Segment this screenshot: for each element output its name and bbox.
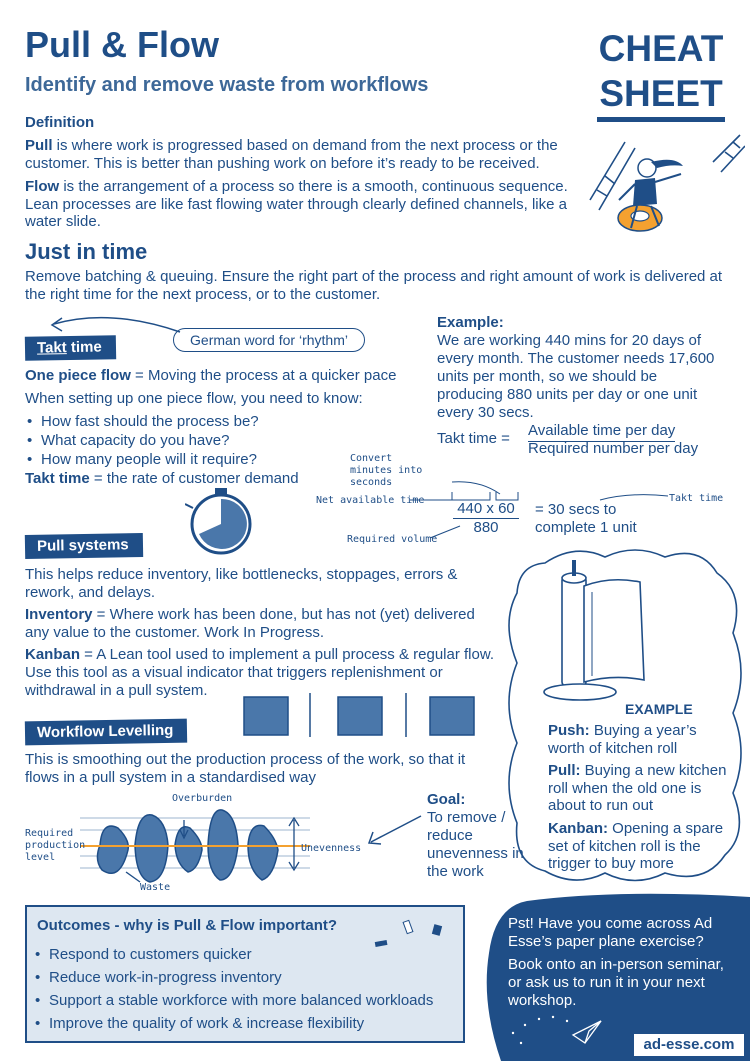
stopwatch-icon [185,486,261,558]
calc-numerator: 440 x 60 [453,500,519,519]
promo-text-2: Book onto an in-person seminar, or ask us to run it in your next workshop. [508,956,724,1009]
takt-formula-label: Takt time = [437,430,510,447]
list-item: • Improve the quality of work & increase flexibility [33,1012,433,1035]
paper-scraps-icon [367,917,447,957]
kanban-definition: Kanban = A Lean tool used to implement a pull process & regular flow. Use this tool as a visual indicator that triggers replenishment or withdrawal in a pull system. [25,646,495,699]
jit-heading: Just in time [25,239,148,264]
waste-label: Waste [140,882,171,893]
outcomes-heading: Outcomes - why is Pull & Flow important? [37,917,338,934]
list-item: • Respond to customers quicker [33,943,433,966]
list-item: • How fast should the process be? [25,412,259,431]
list-item: • What capacity do you have? [25,431,259,450]
takt-formula-denominator: Required number per day [528,440,699,457]
pull-definition: Pull is where work is progressed based on demand from the next process or the customer. This is better than pushing work on before it’s ready to be received. [25,137,558,172]
takt-time-definition: Takt time = the rate of customer demand [25,470,299,487]
website-link[interactable]: ad-esse.com [634,1034,744,1056]
convert-note: Convert minutes into seconds [350,453,423,488]
page-subtitle: Identify and remove waste from workflows [25,74,429,96]
cloud-kanban: Kanban: Opening a spare set of kitchen roll is the trigger to buy more [548,820,724,872]
net-time-note: Net available time [316,495,425,506]
list-item: • How many people will it require? [25,450,259,469]
goal-heading: Goal: [427,791,466,808]
opf-questions [25,412,259,469]
definition-heading: Definition [25,114,95,131]
example-text: We are working 440 mins for 20 days of every month. The customer needs 17,600 units per month, so we should be producing 880 units per day or one unit every 30 secs. [437,332,715,421]
kitchen-roll-illustration [540,556,670,706]
overburden-label: Overburden [172,793,233,804]
opf-intro: When setting up one piece flow, you need to know: [25,390,363,407]
cheat-sheet-label: CHEAT SHEET [598,28,724,114]
cheat-underline [597,117,725,122]
required-volume-note: Required volume [347,534,438,545]
water-slide-illustration [585,130,745,248]
goal-text: To remove / reduce unevenness in the work [427,809,524,880]
jit-text: Remove batching & queuing. Ensure the right part of the process and right amount of work is delivered at the right time for the next process, or to the customer. [25,268,723,303]
cloud-pull: Pull: Buying a new kitchen roll when the old one is about to run out [548,762,727,814]
workflow-levelling-tag: Workflow Levelling [25,719,188,746]
calc-denominator: 880 [473,519,499,536]
levelling-diagram [80,800,320,890]
flow-definition: Flow is the arrangement of a process so there is a smooth, continuous sequence. Lean processes are like fast flowing water through clearly defined channels, like a water slide. [25,178,568,230]
required-level-label: Required production level [25,828,86,863]
example-heading: Example: [437,314,504,331]
one-piece-flow: One piece flow = Moving the process at a quicker pace [25,367,397,384]
takt-time-note: Takt time [669,493,724,504]
goal-arrow [365,812,425,848]
unevenness-label: Unevenness [301,843,362,854]
levelling-text: This is smoothing out the production process of the work, so that it flows in a pull system in a standardised way [25,751,466,786]
cloud-example-heading: EXAMPLE [625,701,693,717]
rhythm-bubble: German word for ‘rhythm’ [173,328,365,352]
promo-text-1: Pst! Have you come across Ad Esse’s paper plane exercise? [508,915,713,950]
list-item: • Reduce work-in-progress inventory [33,966,433,989]
takt-time-tag: Takt time [25,335,116,361]
kanban-squares [240,693,480,739]
calc-result: = 30 secs to complete 1 unit [535,501,637,536]
inventory-definition: Inventory = Where work has been done, but has not (yet) delivered any value to the customer. Work In Progress. [25,606,475,641]
cloud-push: Push: Buying a year’s worth of kitchen roll [548,722,697,757]
pull-systems-text: This helps reduce inventory, like bottlenecks, stoppages, errors & rework, and delays. [25,566,458,601]
takt-formula-numerator: Available time per day [528,422,675,442]
pull-systems-tag: Pull systems [25,533,143,559]
page-title: Pull & Flow [25,24,219,65]
outcomes-panel [25,905,465,1043]
list-item: • Support a stable workforce with more balanced workloads [33,989,433,1012]
